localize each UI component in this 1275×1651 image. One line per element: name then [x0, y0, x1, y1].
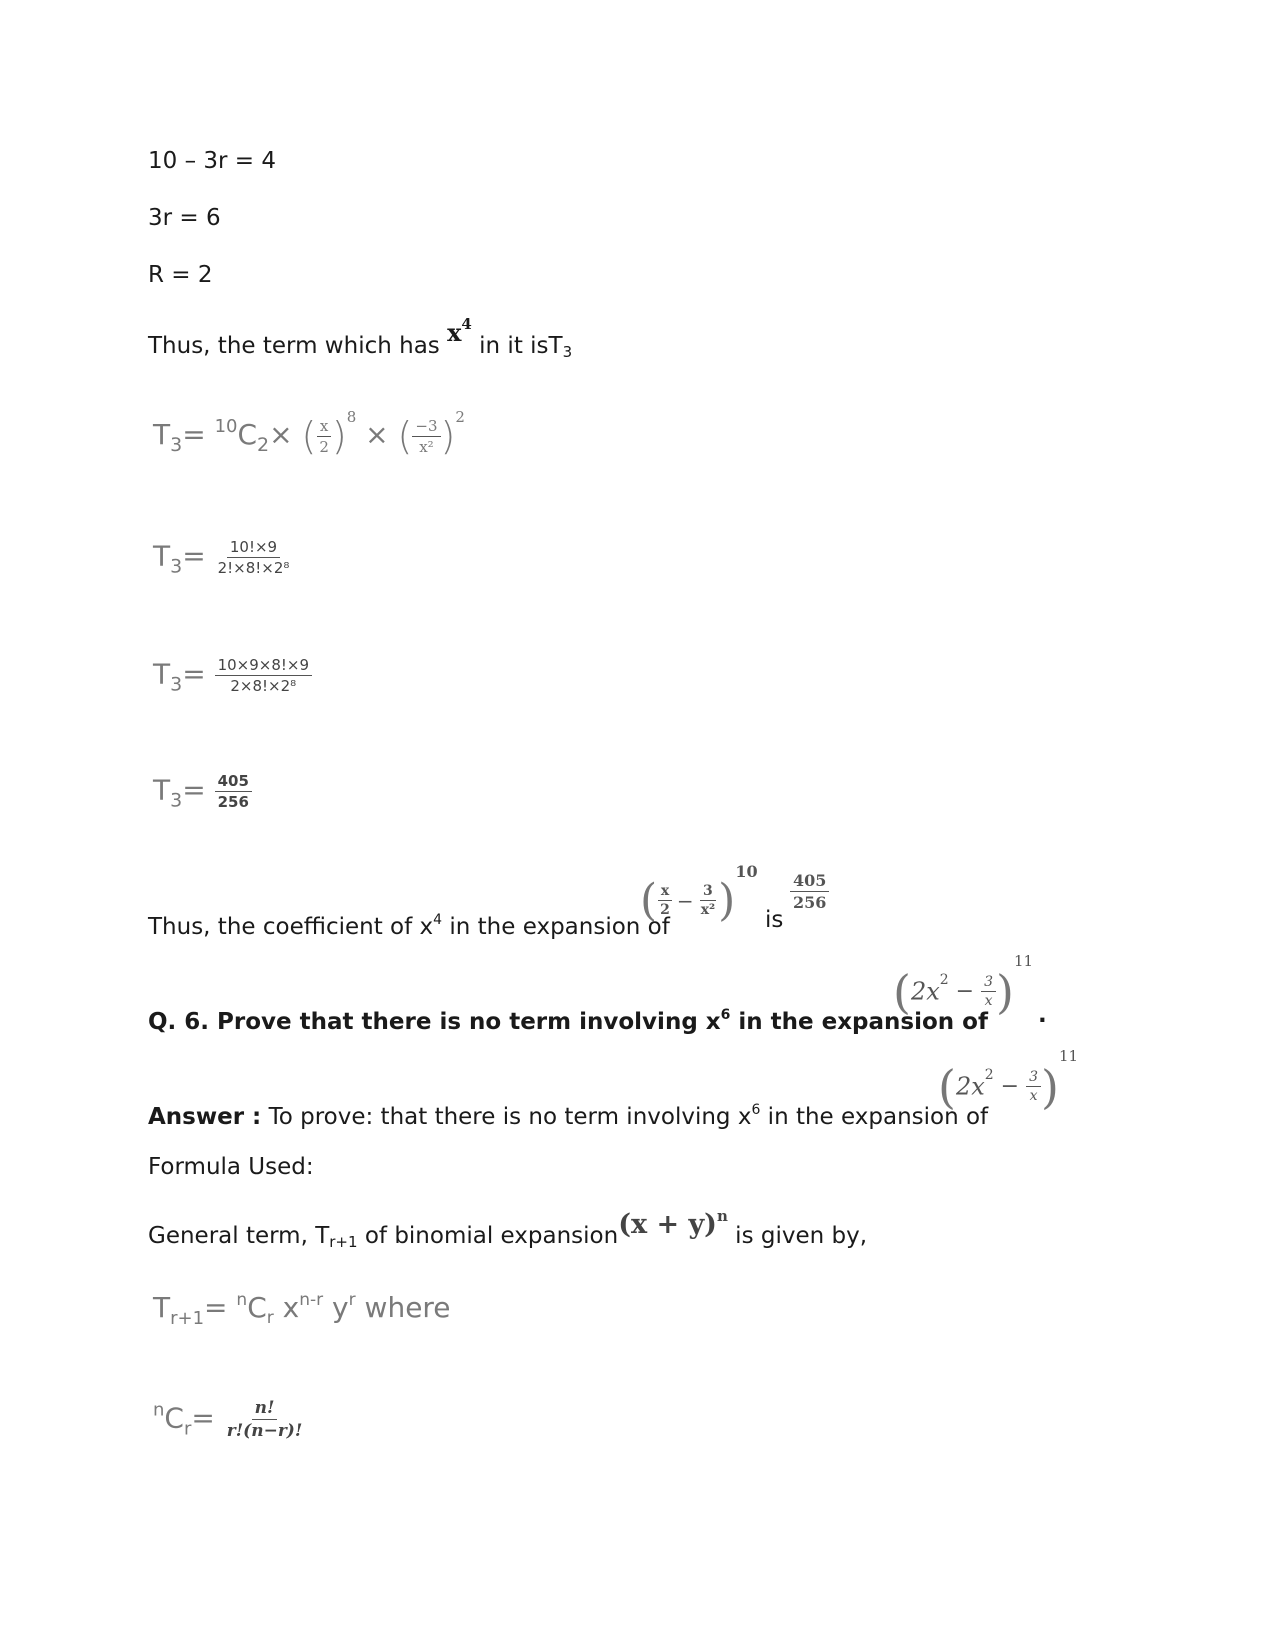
- exp-8: 8: [346, 408, 357, 426]
- equals: =: [182, 418, 206, 451]
- conclusion-expression: ( $\frac{x}{2}$ − $\frac{3}{\text{x²}}$ )10: [640, 862, 758, 926]
- nc-c: C: [237, 418, 258, 451]
- question-period: .: [1038, 1002, 1047, 1028]
- general-term-formula: $T_{r+1}= ^nC_r$ $x^{n-r}$ $y^r$ where: [153, 1290, 451, 1329]
- step-4-equation: $T_3=$ $\frac{405}{256}$: [153, 772, 252, 812]
- step-3-fraction: $\frac{10\times 9\times 8!\times 9}{\text{2×8!×2⁸}}$: [215, 656, 312, 695]
- equation-line-2: 3r = 6: [148, 205, 221, 231]
- t-symbol: T: [153, 418, 171, 451]
- step-3-equation: $T_3=$ $\frac{10\times 9\times 8!\times 9}{\text{2×8!×2⁸}}$: [153, 656, 312, 696]
- nc-sub: 2: [257, 434, 270, 456]
- question-6: Q. 6. Prove that there is no term involving $x^6$ in the expansion of: [148, 1007, 988, 1035]
- is-word: is: [765, 907, 784, 933]
- conclusion-result: $\frac{405}{256}$: [790, 871, 829, 912]
- term-sentence: [148, 315, 573, 367]
- exp-2: 2: [455, 408, 465, 426]
- ncr-formula: $^nC_r=$ $\frac{n!}{r!(n-r)!}$: [153, 1398, 303, 1441]
- step-4-fraction: $\frac{405}{256}$: [215, 772, 252, 811]
- term-x-exp: 4: [461, 315, 472, 333]
- times-1: ×: [269, 418, 293, 451]
- question-expression: (2x2 − $\frac{3}{x}$ )11: [893, 952, 1034, 1019]
- term-sub: 3: [562, 343, 573, 361]
- frac-x-over-2: $\frac{x}{2}$: [316, 417, 332, 456]
- term-text-a: Thus, the term which has: [148, 333, 448, 359]
- t-subscript: 3: [170, 434, 183, 456]
- step-2-equation: $T_3=$ $\frac{10!\times 9}{\text{2!×8!×2⁸}}$: [153, 538, 292, 578]
- nc-pre: 10: [214, 416, 238, 437]
- frac-neg3-over-x2: $\frac{-3}{\text{x²}}$: [412, 417, 440, 456]
- formula-used-label: Formula Used:: [148, 1154, 314, 1180]
- step-1-equation: $T_3= ^{10}C_2\times$ ( $\frac{x}{2}$ )$^8$ × ( $\frac{-3}{\text{x²}}$ )$^2$: [153, 408, 465, 458]
- answer-expression: (2x2 − $\frac{3}{x}$ )11: [938, 1047, 1079, 1114]
- term-x: x: [447, 318, 462, 347]
- conclusion-sentence: Thus, the coefficient of $x^4$ in the expansion of: [148, 912, 670, 940]
- equation-line-1: 10 – 3r = 4: [148, 148, 277, 174]
- answer-line: Answer : To prove: that there is no term involving $x^6$ in the expansion of: [148, 1102, 989, 1130]
- equation-line-3: R = 2: [148, 262, 213, 288]
- times-2: ×: [365, 418, 389, 451]
- term-text-b: in it isT: [471, 333, 563, 359]
- step-2-fraction: $\frac{10!\times 9}{\text{2!×8!×2⁸}}$: [217, 538, 290, 577]
- general-term-sentence: General term, $T_{r+1}$ of binomial expansion(x + y)$^n$ is given by,: [148, 1207, 868, 1251]
